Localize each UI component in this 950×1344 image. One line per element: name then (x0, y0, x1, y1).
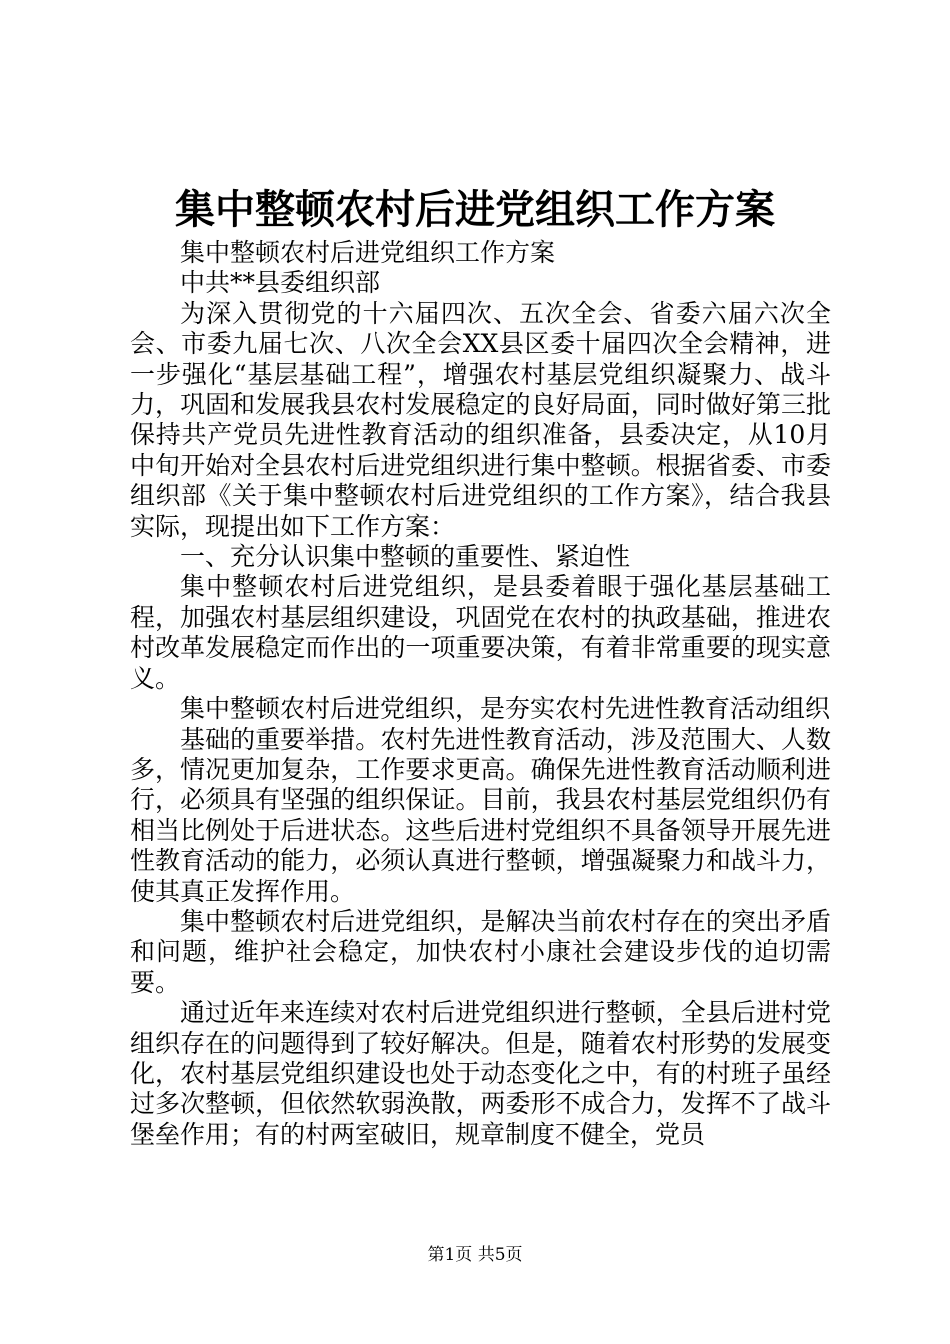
document-body (130, 238, 831, 1150)
paragraph-subtitle: 集中整顿农村后进党组织工作方案 (180, 238, 556, 267)
section-heading-1: 一、充分认识集中整顿的重要性、紧迫性 (180, 542, 631, 572)
paragraph-author: 中共**县委组织部 (180, 268, 381, 298)
page-footer: 第1页 共5页 (427, 1245, 523, 1265)
page-title: 集中整顿农村后进党组织工作方案 (175, 186, 775, 233)
paragraph-foundation-lead: 集中整顿农村后进党组织，是夯实农村先进性教育活动组织 (180, 694, 831, 724)
paragraph-importance: 集中整顿农村后进党组织，是县委着眼于强化基层基础工程，加强农村基层组织建设，巩固党在农村的执政基础，推进农村改革发展稳定而作出的一项重要决策，有着非常重要的现实意义。 (130, 572, 831, 693)
paragraph-problems: 集中整顿农村后进党组织，是解决当前农村存在的突出矛盾和问题，维护社会稳定，加快农村小康社会建设步伐的迫切需要。 (130, 906, 831, 997)
paragraph-recent-work: 通过近年来连续对农村后进党组织进行整顿，全县后进村党组织存在的问题得到了较好解决。但是，随着农村形势的发展变化，农村基层党组织建设也处于动态变化之中，有的村班子虽经过多次整顿，但依然软弱涣散，两委形不成合力，发挥不了战斗堡垒作用；有的村两室破旧，规章制度不健全，党员 (130, 998, 831, 1149)
paragraph-intro: 为深入贯彻党的十六届四次、五次全会、省委六届六次全会、市委九届七次、八次全会XX县区委十届四次全会精神，进一步强化“基层基础工程”，增强农村基层党组织凝聚力、战斗力，巩固和发展我县农村发展稳定的良好局面，同时做好第三批保持共产党员先进性教育活动的组织准备，县委决定，从10月中旬开始对全县农村后进党组织进行集中整顿。根据省委、市委组织部《关于集中整顿农村后进党组织的工作方案》，结合我县实际，现提出如下工作方案： (130, 298, 831, 541)
paragraph-foundation: 基础的重要举措。农村先进性教育活动，涉及范围大、人数多，情况更加复杂，工作要求更高。确保先进性教育活动顺利进行，必须具有坚强的组织保证。目前，我县农村基层党组织仍有相当比例处于后进状态。这些后进村党组织不具备领导开展先进性教育活动的能力，必须认真进行整顿，增强凝聚力和战斗力，使其真正发挥作用。 (130, 724, 831, 906)
